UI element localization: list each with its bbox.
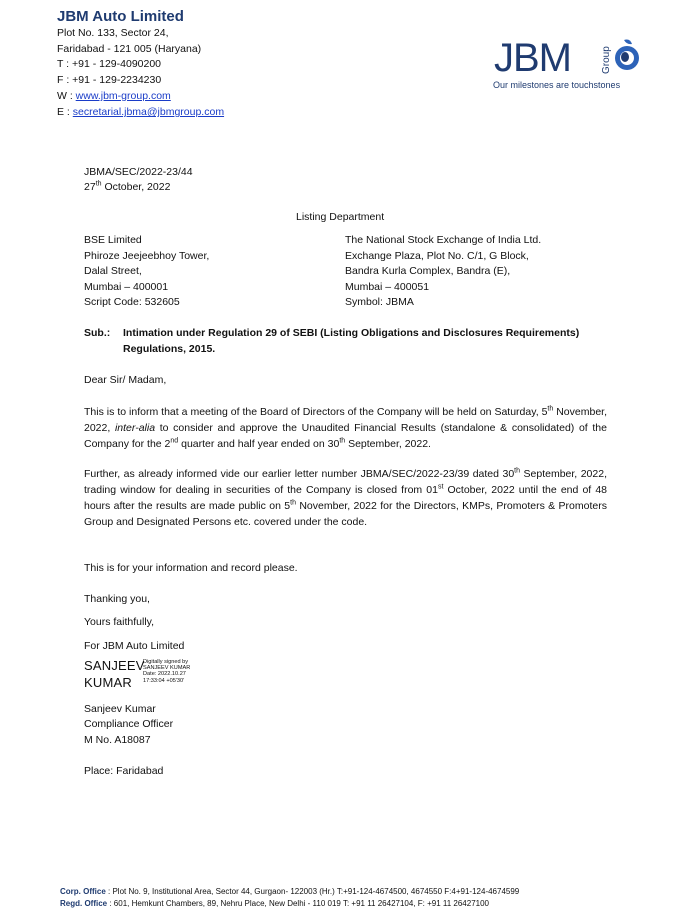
footer-regd-text: : 601, Hemkunt Chambers, 89, Nehru Place, New Delhi - 110 019 T: +91 11 26427104, F: +91 11 26427100 xyxy=(107,899,489,908)
signature-name-line1: SANJEEV xyxy=(84,658,145,673)
footer-corp-label: Corp. Office xyxy=(60,887,106,896)
telephone: T : +91 - 129-4090200 xyxy=(57,58,162,70)
logo-group-text: Group xyxy=(601,46,612,74)
signature-name-line2: KUMAR xyxy=(84,675,132,690)
recipient-nse-line: The National Stock Exchange of India Ltd. xyxy=(345,234,542,246)
recipient-bse-line: Phiroze Jeejeebhoy Tower, xyxy=(84,249,210,262)
website-label: W : xyxy=(57,90,76,102)
address-line1: Plot No. 133, Sector 24, xyxy=(57,27,169,39)
logo-tagline: Our milestones are touchstones xyxy=(493,80,621,90)
recipient-nse-line: Symbol: JBMA xyxy=(345,296,414,308)
address-line2: Faridabad - 121 005 (Haryana) xyxy=(57,43,202,55)
email-label: E : xyxy=(57,106,73,118)
yours-faithfully: Yours faithfully, xyxy=(84,616,155,628)
recipient-nse-line: Mumbai – 400051 xyxy=(345,280,430,293)
recipient-nse xyxy=(345,233,541,311)
jbm-logo-icon xyxy=(612,36,642,72)
jbm-logo-text: JBM xyxy=(494,36,571,80)
footer-regd-label: Regd. Office xyxy=(60,899,108,908)
recipient-nse-line: Bandra Kurla Complex, Bandra (E), xyxy=(345,265,511,277)
email-line xyxy=(57,105,224,121)
signature-details: Digitally signed by SANJEEV KUMAR Date: 2022.10.27 17:33:04 +05'30' xyxy=(143,659,191,684)
reference-number: JBMA/SEC/2022-23/44 xyxy=(84,166,193,178)
recipient-bse xyxy=(84,233,209,311)
paragraph-meeting: This is to inform that a meeting of the Board of Directors of the Company will be held on Saturday, 5th November, 2022, inter-alia to consider and approve the Unaudited Financial Results (standalone & consolidated) of the Company for the 2nd quarter and half year ended on 30th September, 2022. xyxy=(84,405,607,450)
recipient-bse-line: Dalal Street, xyxy=(84,265,142,277)
subject-label: Sub.: xyxy=(84,327,111,339)
recipient-bse-line: BSE Limited xyxy=(84,234,142,246)
digital-signature xyxy=(84,658,145,690)
place: Place: Faridabad xyxy=(84,765,164,777)
website-link[interactable]: www.jbm-group.com xyxy=(75,90,171,102)
letter-date: 27th October, 2022 xyxy=(84,180,171,193)
recipient-nse-line: Exchange Plaza, Plot No. C/1, G Block, xyxy=(345,249,529,262)
paragraph-information: This is for your information and record please. xyxy=(84,562,298,574)
signatory-title: Compliance Officer xyxy=(84,718,174,730)
fax: F : +91 - 129-2234230 xyxy=(57,74,162,86)
salutation: Dear Sir/ Madam, xyxy=(84,374,167,386)
company-name: JBM Auto Limited xyxy=(57,8,184,25)
website-line xyxy=(57,89,171,105)
listing-department: Listing Department xyxy=(296,211,385,223)
recipient-bse-line: Mumbai – 400001 xyxy=(84,280,169,293)
email-link[interactable]: secretarial.jbma@jbmgroup.com xyxy=(72,106,225,118)
for-company: For JBM Auto Limited xyxy=(84,640,185,652)
subject-text: Intimation under Regulation 29 of SEBI (Listing Obligations and Disclosures Requirements) Regulations, 2015. xyxy=(123,327,580,355)
paragraph-trading-window: Further, as already informed vide our earlier letter number JBMA/SEC/2022-23/39 dated 30th September, 2022, trading window for dealing in securities of the Company is closed from 01st October, 2022 until the end of 48 hours after the results are made public on 5th November, 2022 for the Directors, KMPs, Promoters & Promoters Group and Designated Persons etc. covered under the code. xyxy=(84,467,608,528)
footer-corp-text: : Plot No. 9, Institutional Area, Sector 44, Gurgaon- 122003 (Hr.) T:+91-124-4674500, 4674550 F:4+91-124-4674599 xyxy=(105,887,520,896)
recipient-bse-line: Script Code: 532605 xyxy=(84,296,180,308)
signatory-membership: M No. A18087 xyxy=(84,734,151,746)
thanking: Thanking you, xyxy=(84,593,150,605)
footer-corp-office xyxy=(60,886,519,897)
footer-regd-office xyxy=(60,898,489,909)
signatory-name: Sanjeev Kumar xyxy=(84,703,156,715)
